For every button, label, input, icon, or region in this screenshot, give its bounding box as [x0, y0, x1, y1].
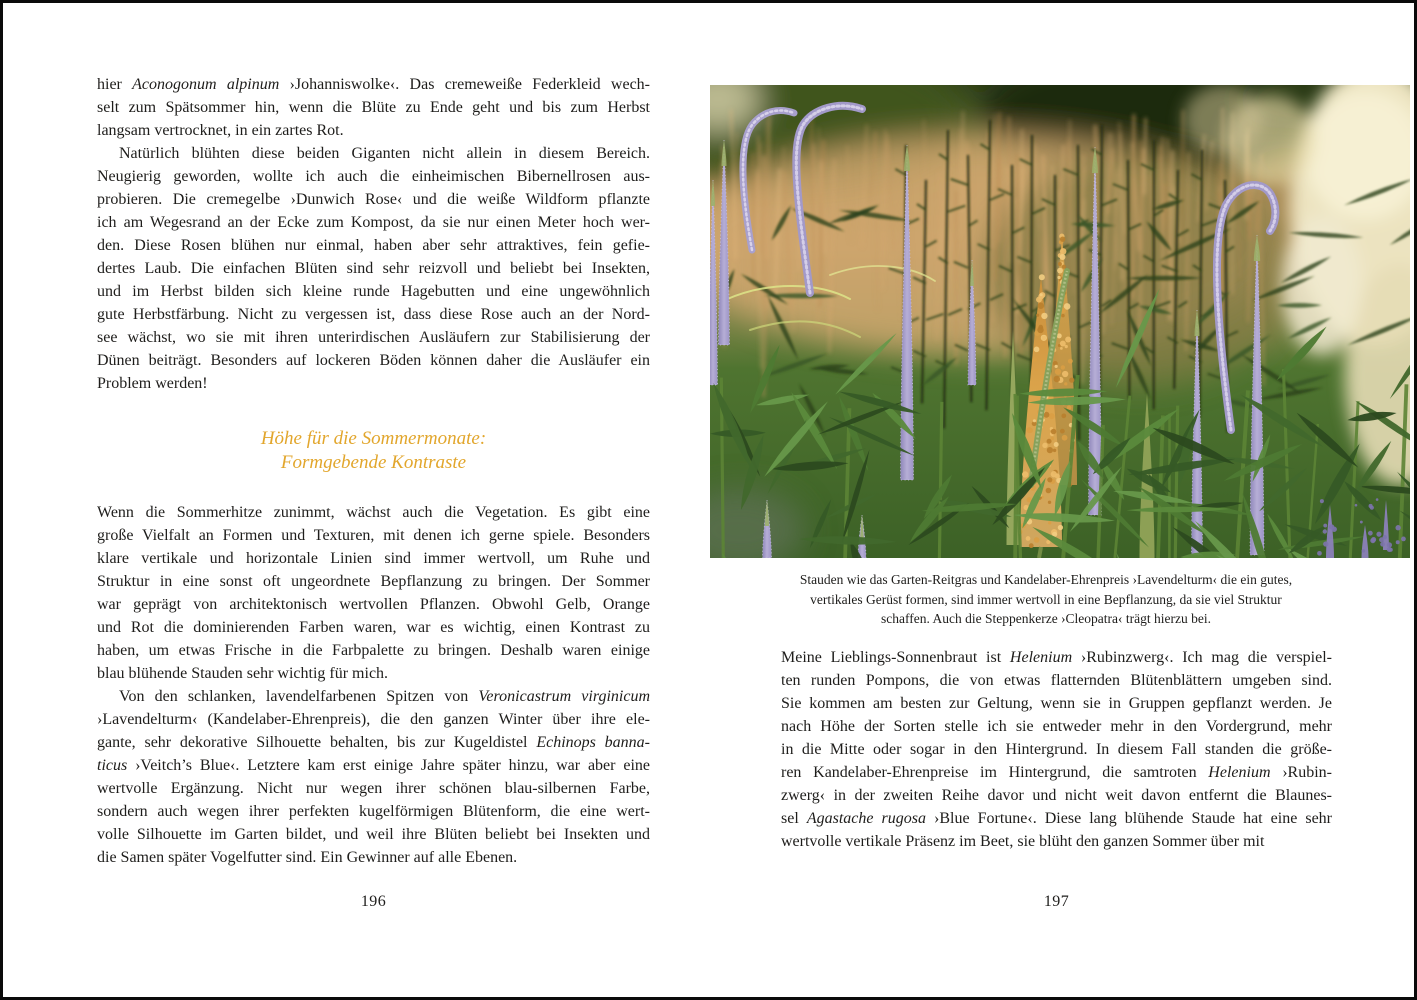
body-paragraph: [97, 501, 650, 685]
text-line: den. Diese Rosen blühen nur einmal, haben aber sehr attraktives, fein gefie-: [97, 237, 650, 254]
text-line: Sie kommen am besten zur Geltung, wenn sie in Gruppen gepflanzt werden. Je: [781, 695, 1332, 712]
text-line: ticus ›Veitch’s Blue‹. Letztere kam erst einige Jahre später hinzu, war aber eine: [97, 757, 650, 774]
text-line: war geprägt von architektonisch wertvollen Pflanzen. Obwohl Gelb, Orange: [97, 596, 650, 613]
text-line: die Samen später Vogelfutter sind. Ein Gewinner auf alle Ebenen.: [97, 849, 518, 866]
text-line: gante, sehr dekorative Silhouette behalten, bis zur Kugeldistel Echinops banna-: [97, 734, 651, 751]
text-line: probieren. Die cremegelbe ›Dunwich Rose‹ und die weiße Wildform pflanzte: [97, 191, 650, 208]
text-line: sel Agastache rugosa ›Blue Fortune‹. Diese lang blühende Staude hat eine sehr: [781, 810, 1333, 827]
text-line: große Vielfalt an Formen und Texturen, mit denen ich gerne spiele. Besonders: [97, 527, 650, 544]
body-paragraph: [97, 73, 650, 142]
text-line: langsam vertrocknet, in ein zartes Rot.: [97, 122, 344, 139]
right-page-text-column: [781, 646, 1332, 853]
photo-caption-line: Stauden wie das Garten-Reitgras und Kandelaber-Ehrenpreis ›Lavendelturm‹ die ein gutes,: [799, 572, 1293, 587]
section-heading-line: Höhe für die Sommermonate:: [260, 428, 487, 449]
body-paragraph: [781, 646, 1332, 853]
body-paragraph: [97, 142, 650, 395]
section-heading: [97, 427, 650, 475]
text-line: gute Herbstfärbung. Nicht zu vergessen ist, dass diese Rose auch an der Nord-: [97, 306, 650, 323]
text-line: Problem werden!: [97, 375, 208, 392]
text-line: Natürlich blühten diese beiden Giganten nicht allein in diesem Bereich.: [119, 145, 650, 162]
text-line: Von den schlanken, lavendelfarbenen Spitzen von Veronicastrum virginicum: [119, 688, 650, 705]
text-line: wertvolle Ergänzung. Nicht nur wegen ihrer schönen blau-silbernen Farbe,: [97, 780, 650, 797]
text-line: ren Kandelaber-Ehrenpreise im Hintergrund, die samtroten Helenium ›Rubin-: [781, 764, 1332, 781]
body-paragraph: [97, 685, 650, 869]
text-line: Struktur in eine sonst oft ungeordnete Bepflanzung zu bringen. Der Sommer: [97, 573, 650, 590]
text-line: und Rot die dominierenden Farben waren, war es wichtig, einen Kontrast zu: [97, 619, 650, 636]
text-line: Dünen beiträgt. Besonders auf lockeren Böden können daher die Ausläufer ein: [97, 352, 650, 369]
text-line: wertvolle vertikale Präsenz im Beet, sie blüht den ganzen Sommer über mit: [781, 833, 1265, 850]
text-line: ›Lavendelturm‹ (Kandelaber-Ehrenpreis), die den ganzen Winter über ihre ele-: [97, 711, 650, 728]
photo-caption-line: schaffen. Auch die Steppenkerze ›Cleopatra‹ trägt hierzu bei.: [881, 611, 1211, 626]
photo-caption: [776, 570, 1316, 629]
text-line: haben, um etwas Frische in die Farbpalette zu bringen. Deshalb waren einige: [97, 642, 650, 659]
text-line: zwerg‹ in der zweiten Reihe davor und nicht weit davon entfernt die Blaunes-: [781, 787, 1332, 804]
garden-photo-illustration: [710, 85, 1410, 558]
text-line: volle Silhouette im Garten bildet, und weil ihre Blüten beliebt bei Insekten und: [97, 826, 650, 843]
text-line: dertes Laub. Die einfachen Blüten sind sehr reizvoll und beliebt bei Insekten,: [97, 260, 650, 277]
text-line: ten runden Pompons, die von etwas flatternden Blütenblättern umgeben sind.: [781, 672, 1332, 689]
text-line: see wächst, wo sie mit ihren unterirdischen Ausläufern zur Stabilisierung der: [97, 329, 650, 346]
text-line: Meine Lieblings-Sonnenbraut ist Helenium ›Rubinzwerg‹. Ich mag die verspiel-: [781, 649, 1332, 666]
text-line: selt zum Spätsommer hin, wenn die Blüte zu Ende geht und bis zum Herbst: [97, 99, 650, 116]
text-line: klare vertikale und horizontale Linien sind immer wertvoll, um Ruhe und: [97, 550, 650, 567]
text-line: nach Höhe der Sorten stelle ich sie entweder mehr in den Vordergrund, mehr: [781, 718, 1332, 735]
text-line: Neugierig geworden, wollte ich auch die einheimischen Bibernellrosen aus-: [97, 168, 650, 185]
page-number-left: 196: [360, 893, 387, 910]
photo-caption-line: vertikales Gerüst formen, sind immer wertvoll in eine Bepflanzung, da sie viel Struktur: [810, 591, 1282, 607]
text-line: blau blühende Stauden sehr wichtig für mich.: [97, 665, 389, 682]
section-heading-line: Formgebende Kontraste: [280, 452, 467, 473]
text-line: in die Mitte oder sogar in den Hintergrund. In diesem Fall standen die größe-: [781, 741, 1332, 758]
text-line: hier Aconogonum alpinum ›Johanniswolke‹. Das cremeweiße Federkleid wech-: [97, 76, 651, 93]
page-number-right: 197: [1043, 893, 1070, 910]
left-page-text-column: [97, 73, 650, 869]
text-line: und im Herbst bilden sich kleine runde Hagebutten und eine ungewöhnlich: [97, 283, 650, 300]
text-line: Wenn die Sommerhitze zunimmt, wächst auch die Vegetation. Es gibt eine: [97, 504, 650, 521]
text-line: ich am Wegesrand an der Ecke zum Kompost, da sie nur einen Meter hoch wer-: [97, 214, 650, 231]
text-line: sondern auch wegen ihrer perfekten kugelförmigen Blütenform, die eine wert-: [97, 803, 650, 820]
garden-photo: [710, 85, 1410, 558]
